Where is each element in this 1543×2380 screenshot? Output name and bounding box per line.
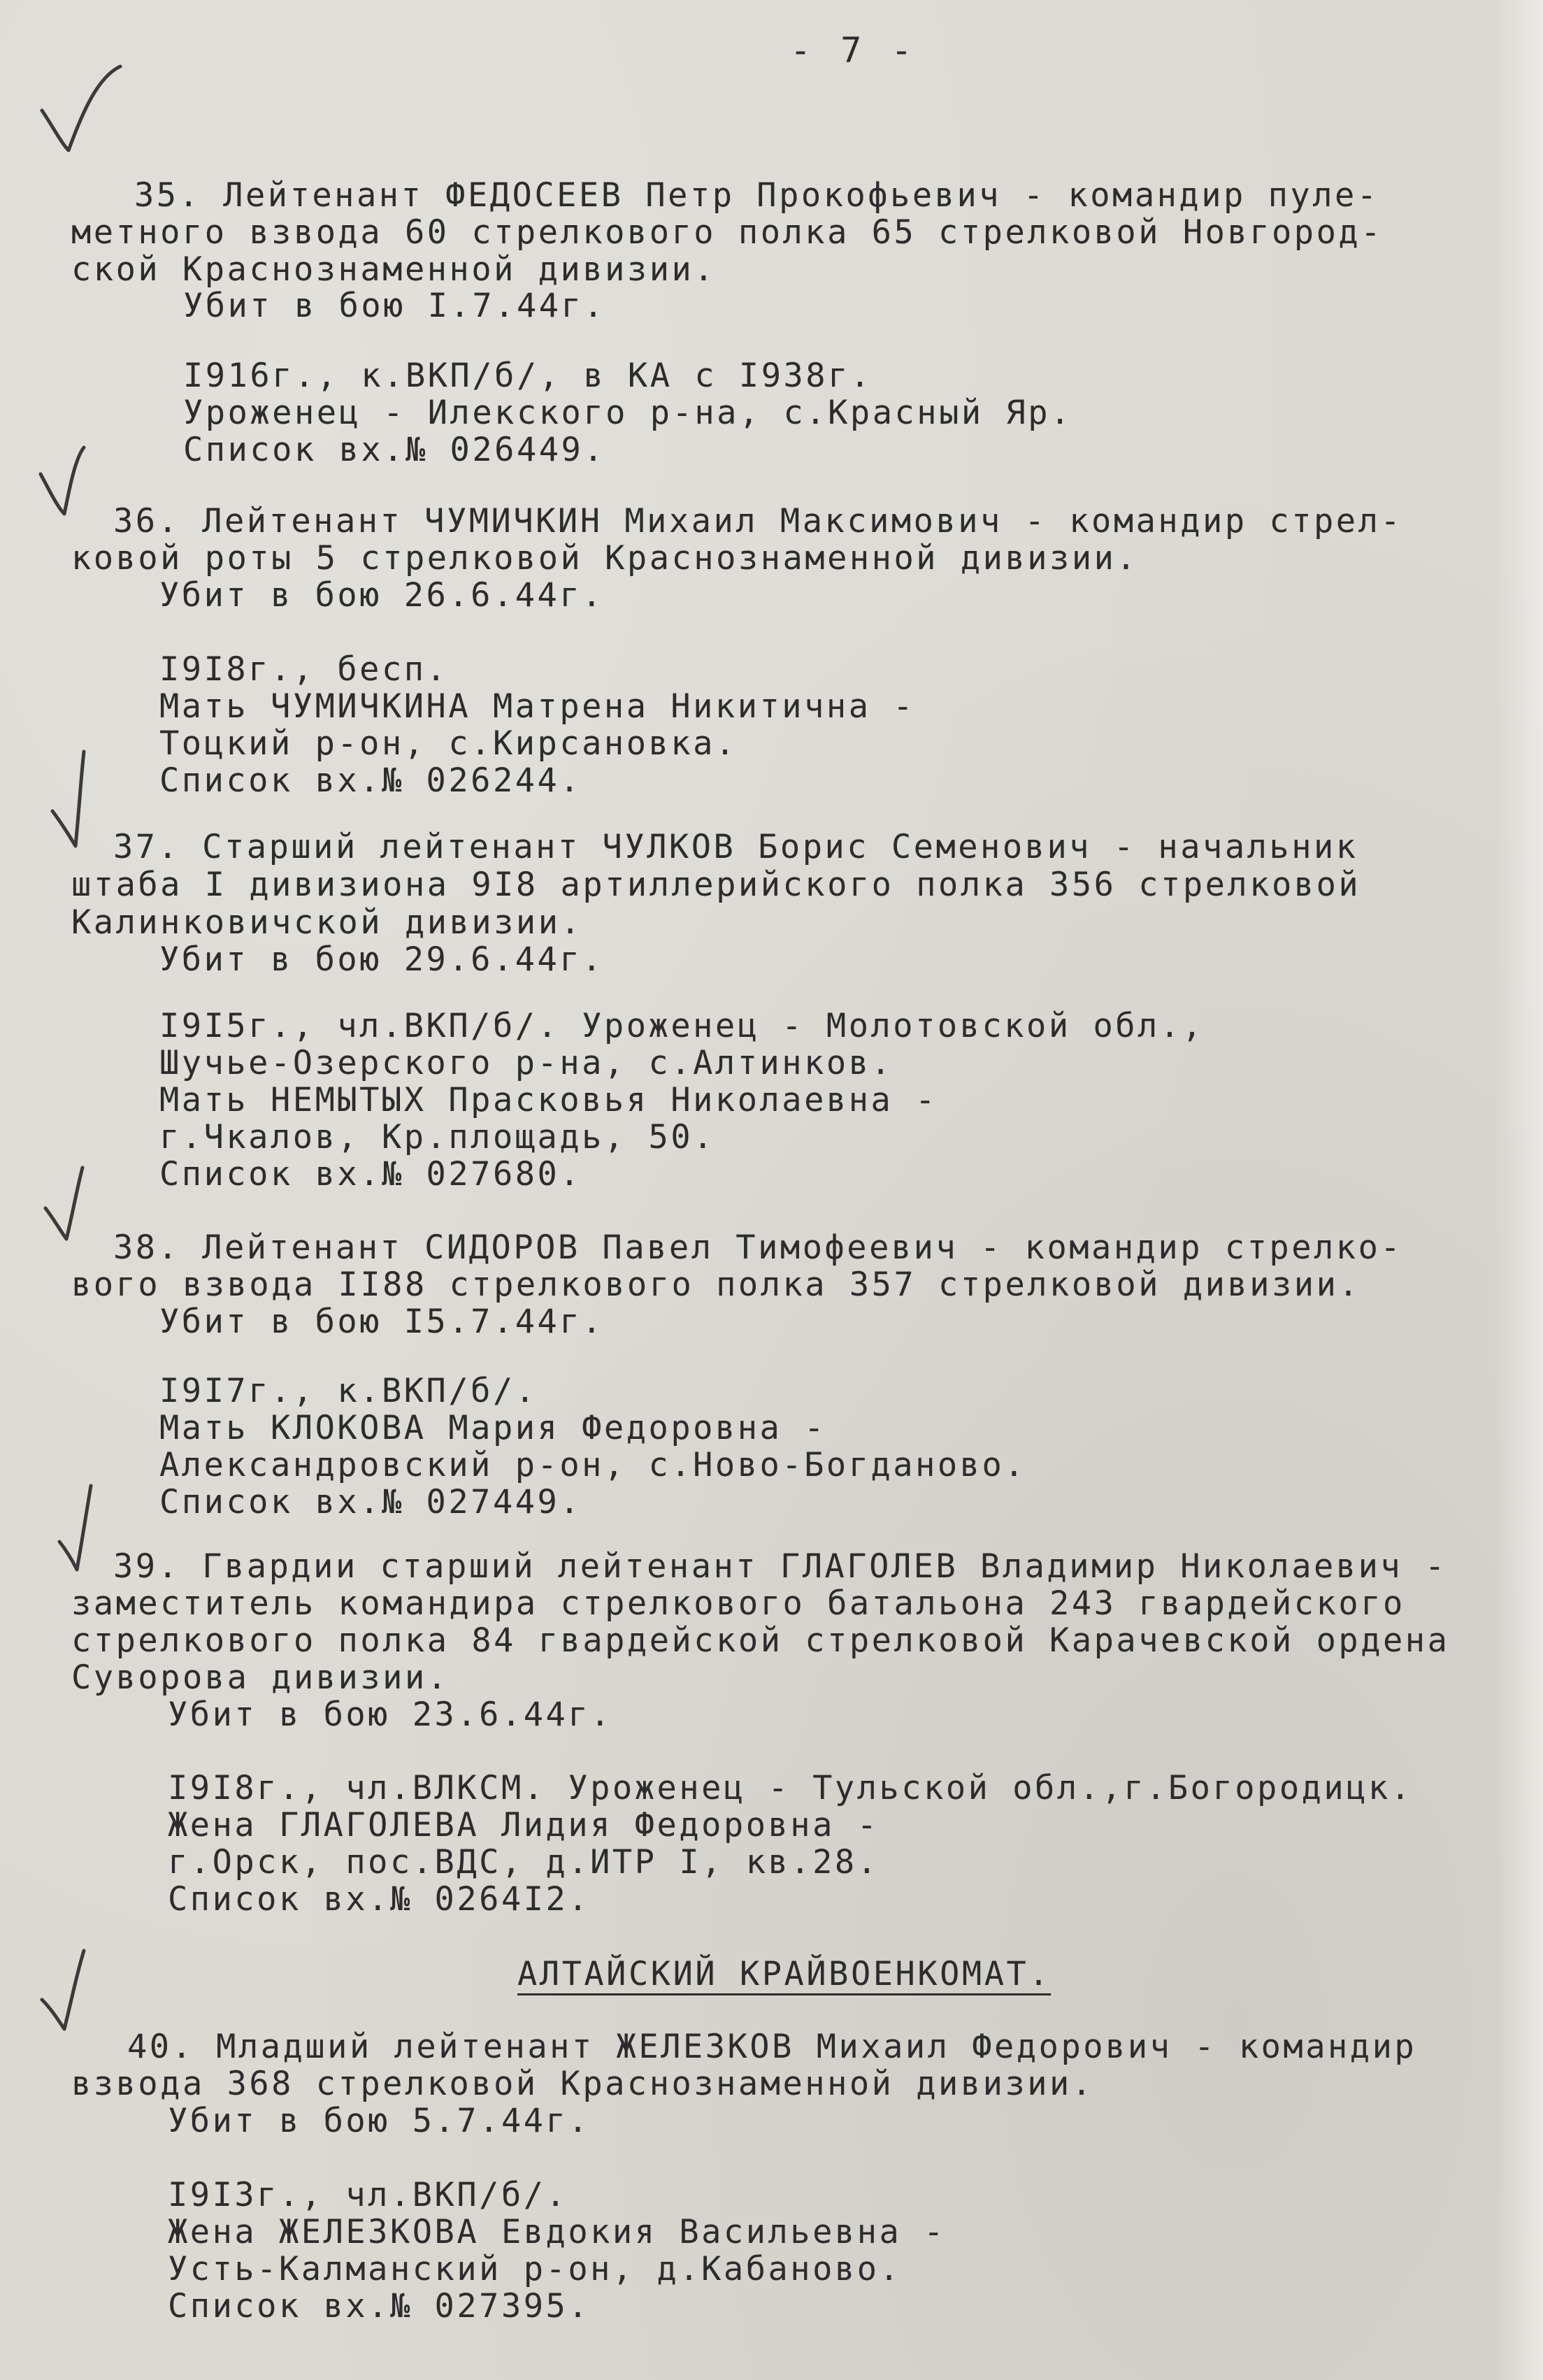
entry-36-line-2: ковой роты 5 стрелковой Краснознаменной дивизии. xyxy=(71,539,1139,578)
entry-39-detail-2: Жена ГЛАГОЛЕВА Лидия Федоровна - xyxy=(168,1806,880,1844)
check-mark-icon xyxy=(59,1486,91,1570)
entry-37-line-3: Калинковичской дивизии. xyxy=(71,903,583,942)
entry-39-line-1: 39. Гвардии старший лейтенант ГЛАГОЛЕВ Владимир Николаевич - xyxy=(113,1547,1447,1586)
entry-39-line-3: стрелкового полка 84 гвардейской стрелковой Карачевской ордена xyxy=(71,1621,1450,1660)
entry-37-detail-3: Мать НЕМЫТЫХ Прасковья Николаевна - xyxy=(159,1081,938,1119)
entry-37-killed: Убит в бою 29.6.44г. xyxy=(159,940,604,979)
entry-38-line-2: вого взвода II88 стрелкового полка 357 стрелковой дивизии. xyxy=(71,1266,1361,1304)
entry-37-line-2: штаба I дивизиона 9I8 артиллерийского полка 356 стрелковой xyxy=(71,866,1361,904)
entry-40-line-1: 40. Младший лейтенант ЖЕЛЕЗКОВ Михаил Федорович - командир xyxy=(127,2028,1417,2066)
check-mark-icon xyxy=(42,1951,84,2029)
entry-35-detail-2: Уроженец - Илекского р-на, с.Красный Яр. xyxy=(183,394,1072,432)
entry-38-detail-3: Александровский р-он, с.Ново-Богданово. xyxy=(159,1446,1027,1484)
entry-37-detail-5: Список вх.№ 027680. xyxy=(159,1155,582,1193)
section-heading: АЛТАЙСКИЙ КРАЙВОЕНКОМАТ. xyxy=(517,1955,1052,1993)
entry-36-detail-3: Тоцкий р-он, с.Кирсановка. xyxy=(159,724,738,763)
check-mark-icon xyxy=(52,752,84,846)
entry-36-killed: Убит в бою 26.6.44г. xyxy=(159,576,604,615)
page-number: - 7 - xyxy=(790,30,917,71)
check-mark-icon xyxy=(42,66,120,150)
entry-35-line-3: ской Краснознаменной дивизии. xyxy=(71,250,717,289)
entry-35-line-1: 35. Лейтенант ФЕДОСЕЕВ Петр Прокофьевич - командир пуле- xyxy=(134,176,1379,215)
entry-39-detail-1: I9I8г., чл.ВЛКСМ. Уроженец - Тульской обл.,г.Богородицк. xyxy=(168,1769,1413,1807)
entry-37-line-1: 37. Старший лейтенант ЧУЛКОВ Борис Семенович - начальник xyxy=(113,828,1358,866)
entry-38-detail-1: I9I7г., к.ВКП/б/. xyxy=(159,1372,538,1410)
entry-36-detail-4: Список вх.№ 026244. xyxy=(159,761,582,800)
entry-40-detail-4: Список вх.№ 027395. xyxy=(168,2287,591,2325)
entry-36-detail-2: Мать ЧУМИЧКИНА Матрена Никитична - xyxy=(159,687,916,726)
check-mark-icon xyxy=(45,1168,82,1239)
entry-40-detail-1: I9I3г., чл.ВКП/б/. xyxy=(168,2176,568,2214)
entry-39-detail-4: Список вх.№ 0264I2. xyxy=(168,1880,591,1919)
entry-35-detail-3: Список вх.№ 026449. xyxy=(183,431,606,469)
entry-38-detail-2: Мать КЛОКОВА Мария Федоровна - xyxy=(159,1409,826,1447)
entry-38-detail-4: Список вх.№ 027449. xyxy=(159,1483,582,1521)
entry-39-detail-3: г.Орск, пос.ВДС, д.ИТР I, кв.28. xyxy=(168,1843,880,1881)
entry-39-line-4: Суворова дивизии. xyxy=(71,1658,450,1697)
entry-39-line-2: заместитель командира стрелкового батальона 243 гвардейского xyxy=(71,1584,1405,1623)
entry-36-line-1: 36. Лейтенант ЧУМИЧКИН Михаил Максимович - командир стрел- xyxy=(113,502,1403,540)
entry-35-detail-1: I916г., к.ВКП/б/, в КА с I938г. xyxy=(183,357,873,395)
entry-40-detail-3: Усть-Калманский р-он, д.Кабаново. xyxy=(168,2250,902,2288)
entry-37-detail-2: Шучье-Озерского р-на, с.Алтинков. xyxy=(159,1044,893,1082)
entry-35-line-2: метного взвода 60 стрелкового полка 65 стрелковой Новгород- xyxy=(71,213,1383,252)
entry-40-detail-2: Жена ЖЕЛЕЗКОВА Евдокия Васильевна - xyxy=(168,2213,946,2251)
entry-40-line-2: взвода 368 стрелковой Краснознаменной дивизии. xyxy=(71,2065,1094,2103)
page-edge xyxy=(1494,0,1543,2380)
entry-40-killed: Убит в бою 5.7.44г. xyxy=(168,2102,591,2140)
entry-39-killed: Убит в бою 23.6.44г. xyxy=(168,1696,612,1734)
entry-37-detail-4: г.Чкалов, Кр.площадь, 50. xyxy=(159,1118,715,1156)
entry-37-detail-1: I9I5г., чл.ВКП/б/. Уроженец - Молотовской обл., xyxy=(159,1007,1205,1045)
check-mark-icon xyxy=(41,447,84,514)
entry-38-killed: Убит в бою I5.7.44г. xyxy=(159,1303,604,1341)
entry-38-line-1: 38. Лейтенант СИДОРОВ Павел Тимофеевич - командир стрелко- xyxy=(113,1228,1403,1267)
entry-35-killed: Убит в бою I.7.44г. xyxy=(183,287,606,325)
entry-36-detail-1: I9I8г., бесп. xyxy=(159,650,449,689)
